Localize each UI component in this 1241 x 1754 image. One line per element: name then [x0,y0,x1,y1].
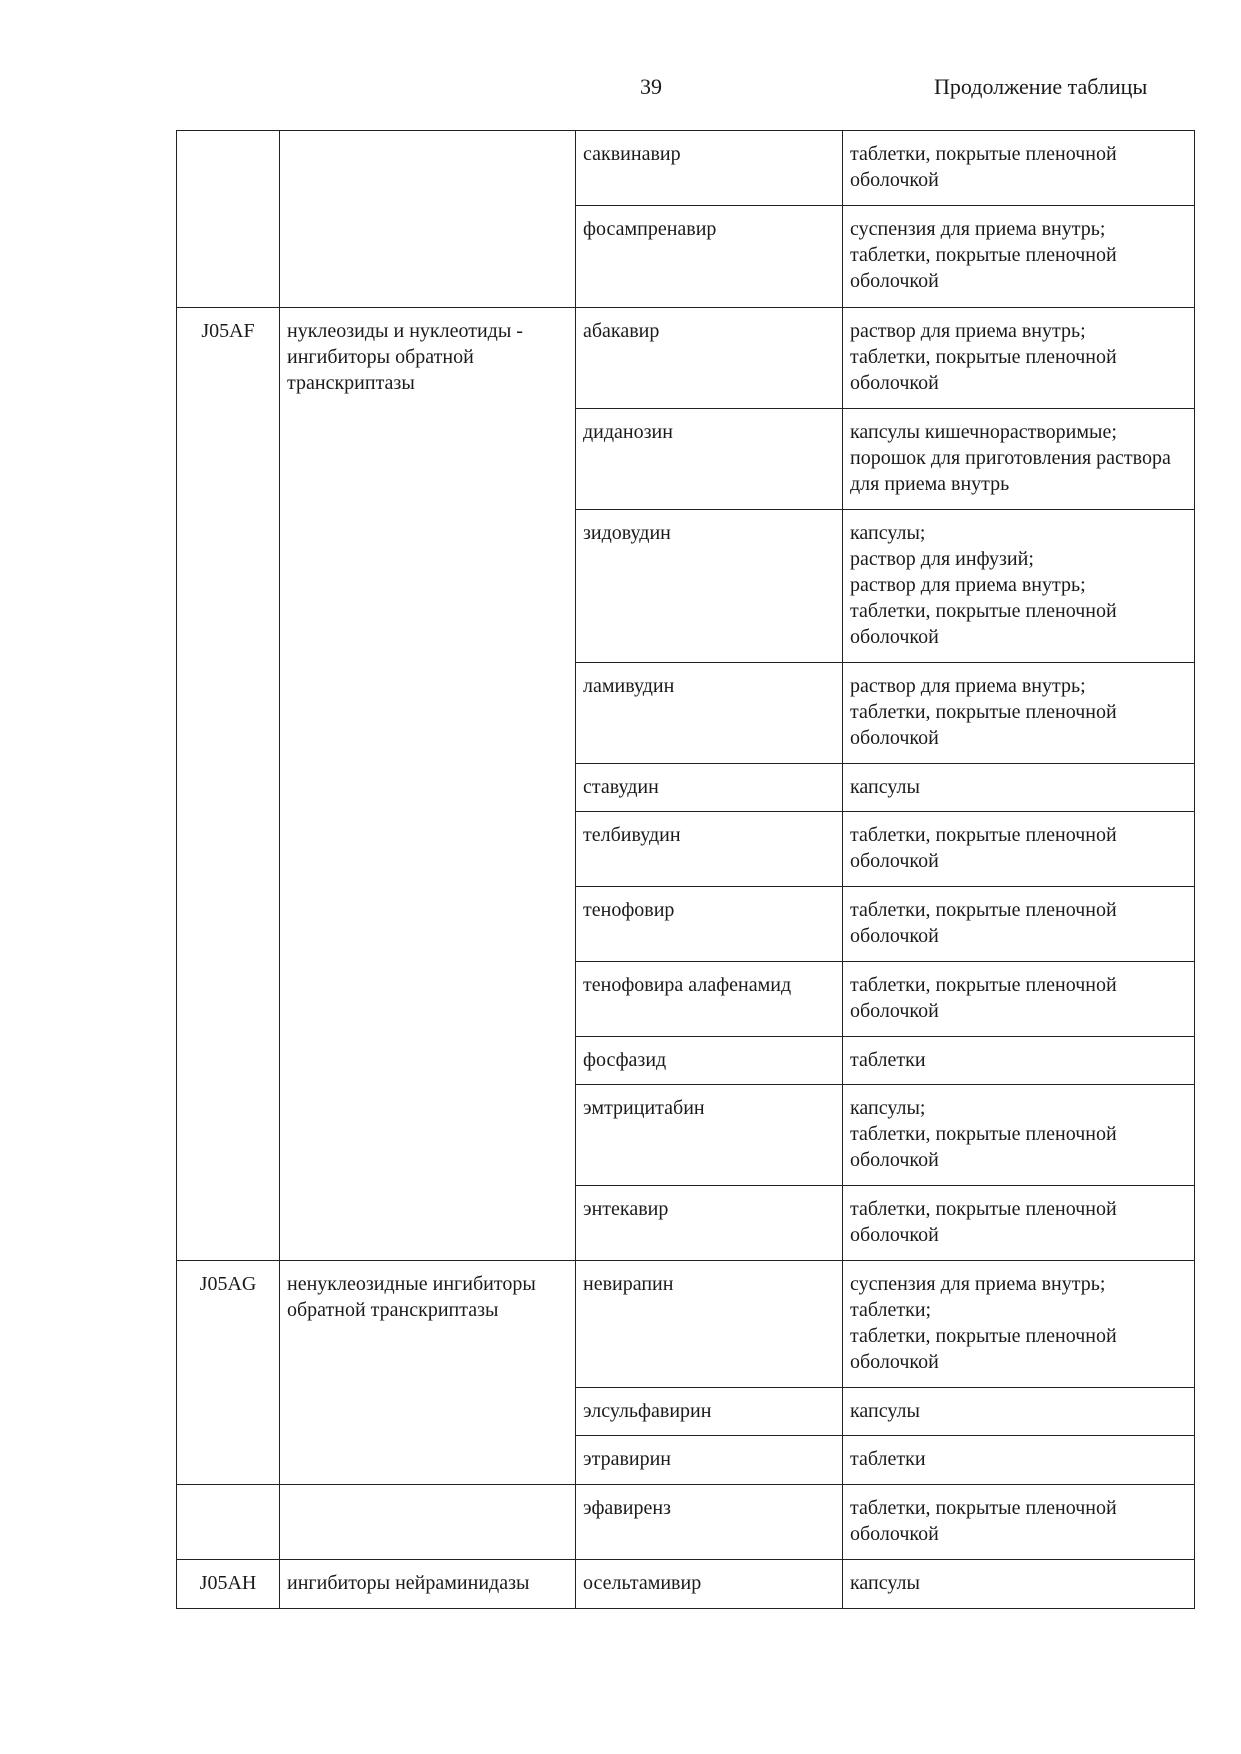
dosage-form: капсулы [850,1572,920,1594]
dosage-form: таблетки; [850,1299,932,1321]
atc-code-cell [177,131,280,308]
group-name-cell [280,1485,576,1560]
drug-name-cell: зидовудин [576,510,843,663]
drug-name-cell: эмтрицитабин [576,1085,843,1186]
dosage-form: капсулы; [850,1097,926,1119]
drug-name-cell: абакавир [576,308,843,409]
atc-code-cell: J05AF [177,308,280,1261]
table-continuation-label: Продолжение таблицы [934,74,1148,99]
dosage-form: раствор для приема внутрь; [850,320,1086,342]
drug-name-cell: ставудин [576,764,843,812]
dosage-forms-cell [843,1436,1195,1485]
drug-name-cell: эфавиренз [576,1485,843,1560]
dosage-form: таблетки, покрытые пленочной оболочкой [850,1497,1117,1545]
dosage-forms-cell [843,962,1195,1037]
dosage-form: таблетки, покрытые пленочной оболочкой [850,1123,1117,1171]
dosage-forms-cell [843,131,1195,206]
drug-name-cell: фосфазид [576,1037,843,1085]
dosage-form: таблетки, покрытые пленочной оболочкой [850,1325,1117,1373]
table-row [177,1560,1195,1609]
table-row [177,308,1195,409]
dosage-form: таблетки, покрытые пленочной оболочкой [850,600,1117,648]
dosage-form: капсулы кишечнорастворимые; [850,421,1117,443]
dosage-form: капсулы; [850,522,926,544]
dosage-form: порошок для приготовления раствора для приема внутрь [850,447,1171,495]
table-row [177,1485,1195,1560]
dosage-forms-cell [843,1037,1195,1085]
page-number: 39 [640,74,662,99]
dosage-form: таблетки [850,1049,926,1071]
drug-name-cell: элсульфавирин [576,1388,843,1436]
drug-name-cell: ламивудин [576,663,843,764]
dosage-forms-cell [843,510,1195,663]
dosage-forms-cell [843,1560,1195,1609]
dosage-forms-cell [843,1186,1195,1261]
dosage-form: таблетки, покрытые пленочной оболочкой [850,1198,1117,1246]
dosage-forms-cell [843,1085,1195,1186]
drug-name-cell: осельтамивир [576,1560,843,1609]
dosage-form: раствор для приема внутрь; [850,675,1086,697]
drug-name-cell: этравирин [576,1436,843,1485]
drug-name-cell: невирапин [576,1261,843,1388]
drug-name-cell: тенофовира алафенамид [576,962,843,1037]
dosage-forms-cell [843,308,1195,409]
drug-name-cell: тенофовир [576,887,843,962]
group-name-cell: ингибиторы нейраминидазы [280,1560,576,1609]
table-row [177,1261,1195,1388]
group-name-cell: ненуклеозидные ингибиторы обратной транскриптазы [280,1261,576,1485]
drug-name-cell: телбивудин [576,812,843,887]
dosage-forms-cell [843,409,1195,510]
dosage-form: таблетки, покрытые пленочной оболочкой [850,899,1117,947]
dosage-form: таблетки, покрытые пленочной оболочкой [850,974,1117,1022]
dosage-form: суспензия для приема внутрь; [850,1273,1106,1295]
dosage-forms-cell [843,812,1195,887]
dosage-forms-cell [843,764,1195,812]
drug-table [176,130,1195,1609]
dosage-forms-cell [843,887,1195,962]
dosage-form: суспензия для приема внутрь; [850,218,1106,240]
atc-code-cell: J05AG [177,1261,280,1485]
dosage-forms-cell [843,663,1195,764]
dosage-form: таблетки [850,1448,926,1470]
drug-name-cell: диданозин [576,409,843,510]
drug-name-cell: саквинавир [576,131,843,206]
dosage-forms-cell [843,1388,1195,1436]
group-name-cell: нуклеозиды и нуклеотиды - ингибиторы обратной транскриптазы [280,308,576,1261]
dosage-forms-cell [843,1261,1195,1388]
dosage-form: таблетки, покрытые пленочной оболочкой [850,824,1117,872]
dosage-form: таблетки, покрытые пленочной оболочкой [850,143,1117,191]
dosage-form: капсулы [850,1400,920,1422]
table-row [177,131,1195,206]
dosage-form: капсулы [850,776,920,798]
dosage-forms-cell [843,1485,1195,1560]
dosage-form: раствор для инфузий; [850,548,1034,570]
atc-code-cell [177,1485,280,1560]
drug-name-cell: энтекавир [576,1186,843,1261]
drug-name-cell: фосампренавир [576,206,843,308]
dosage-forms-cell [843,206,1195,308]
dosage-form: раствор для приема внутрь; [850,574,1086,596]
dosage-form: таблетки, покрытые пленочной оболочкой [850,701,1117,749]
group-name-cell [280,131,576,308]
dosage-form: таблетки, покрытые пленочной оболочкой [850,244,1117,292]
atc-code-cell: J05AH [177,1560,280,1609]
dosage-form: таблетки, покрытые пленочной оболочкой [850,346,1117,394]
